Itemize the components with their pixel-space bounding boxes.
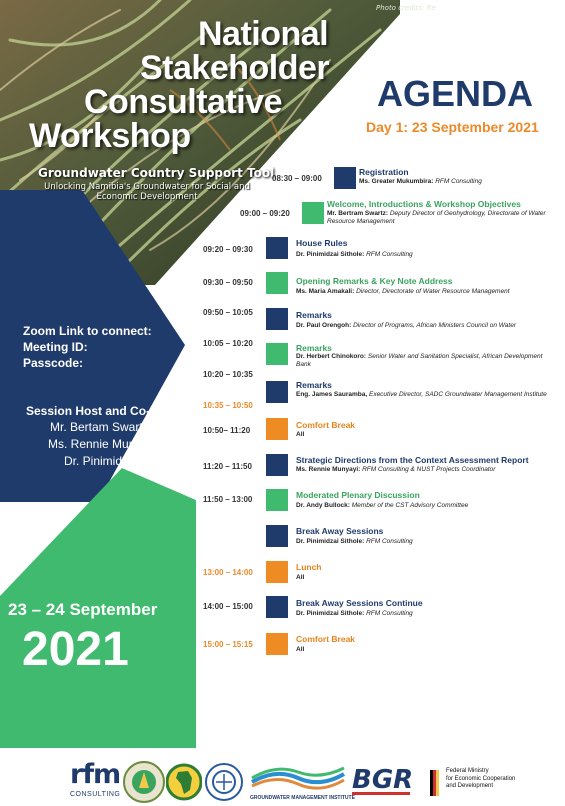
item-color-box — [266, 633, 288, 655]
item-speaker: Ms. Rennie Munyayi: RFM Consulting & NUST Projects Coordinator — [296, 466, 496, 473]
workshop-title-line-2: Stakeholder — [140, 49, 330, 87]
item-title: Remarks — [296, 343, 332, 353]
sadc-logo — [204, 762, 244, 802]
workshop-tagline: Unlocking Namibia's Groundwater for Social and Economic Development — [44, 182, 250, 202]
workshop-title-line-4: Workshop — [29, 117, 191, 155]
workshop-subtitle: Groundwater Country Support Tool — [38, 166, 275, 180]
bgr-logo: BGR — [352, 765, 414, 795]
item-time: 11:20 – 11:50 — [203, 462, 252, 471]
item-time: 14:00 – 15:00 — [203, 602, 253, 611]
item-title: Remarks — [296, 380, 332, 390]
item-title: Registration — [359, 167, 409, 177]
item-time: 08:30 – 09:00 — [272, 174, 322, 183]
item-color-box — [266, 237, 288, 259]
day-label: Day 1: 23 September 2021 — [366, 119, 539, 135]
agenda-heading: AGENDA — [377, 73, 534, 114]
event-dates: 23 – 24 September — [8, 600, 158, 619]
rfm-logo: rfm CONSULTING — [70, 759, 121, 798]
item-time: 10:20 – 10:35 — [203, 370, 253, 379]
wave-icon — [250, 764, 346, 790]
item-speaker: All — [296, 574, 305, 581]
host-name: Dr. Pinimidzai Sithole — [64, 454, 178, 468]
item-title: Comfort Break — [296, 634, 356, 644]
africa-union-logo — [166, 762, 202, 802]
item-time: 13:00 – 14:00 — [203, 568, 253, 577]
item-title: House Rules — [296, 238, 348, 248]
item-speaker: Eng. James Sauramba, Executive Director, SADC Groundwater Management Institute — [296, 391, 547, 398]
item-color-box — [266, 561, 288, 583]
item-speaker: All — [296, 431, 305, 438]
item-time: 09:00 – 09:20 — [240, 209, 290, 218]
meeting-id-label: Meeting ID: — [23, 340, 88, 354]
hosts-heading: Session Host and Co-hosts: — [26, 404, 187, 418]
item-speaker: Dr. Herbert Chinokoro: Senior Water and Sanitation Specialist, African Development Bank — [296, 353, 543, 368]
item-color-box — [266, 343, 288, 365]
item-title: Strategic Directions from the Context Assessment Report — [296, 455, 529, 465]
item-title: Break Away Sessions — [296, 526, 384, 536]
eagle-icon — [428, 768, 442, 798]
item-title: Remarks — [296, 310, 332, 320]
item-speaker: Dr. Paul Orengoh: Director of Programs, African Ministers Council on Water — [296, 322, 516, 329]
item-title: Break Away Sessions Continue — [296, 598, 423, 608]
zoom-link-label: Zoom Link to connect: — [23, 324, 152, 338]
item-title: Lunch — [296, 562, 322, 572]
item-speaker: Ms. Maria Amakali: Director, Directorate of Water Resource Management — [296, 288, 510, 295]
item-speaker: Dr. Andy Bullock: Member of the CST Advisory Committee — [296, 502, 469, 509]
item-color-box — [266, 418, 288, 440]
host-name: Ms. Rennie Munyayi — [48, 437, 157, 451]
photo-credit: Photo credits: Re — [376, 4, 436, 12]
item-color-box — [302, 202, 324, 224]
event-year: 2021 — [22, 623, 129, 676]
item-color-box — [334, 167, 356, 189]
item-speaker: Dr. Pinimidzai Sithole: RFM Consulting — [296, 538, 413, 545]
gmi-logo: GROUNDWATER MANAGEMENT INSTITUTE — [250, 764, 346, 802]
item-time: 11:50 – 13:00 — [203, 495, 253, 504]
item-color-box — [266, 489, 288, 511]
item-color-box — [266, 381, 288, 403]
item-title: Opening Remarks & Key Note Address — [296, 276, 453, 286]
partner-logos — [0, 758, 565, 806]
item-color-box — [266, 272, 288, 294]
item-speaker: Dr. Pinimidzai Sithole: RFM Consulting — [296, 610, 413, 617]
item-time: 09:30 – 09:50 — [203, 278, 253, 287]
item-speaker: All — [296, 646, 305, 653]
item-title: Comfort Break — [296, 420, 356, 430]
passcode-label: Passcode: — [23, 356, 84, 370]
item-time: 10:35 – 10:50 — [203, 401, 253, 410]
bmz-logo: Federal Ministry for Economic Cooperation and Development — [428, 768, 558, 802]
item-title: Moderated Plenary Discussion — [296, 490, 420, 500]
item-time: 10:05 – 10:20 — [203, 339, 253, 348]
item-time: 10:50– 11:20 — [203, 426, 251, 435]
item-title: Welcome, Introductions & Workshop Objectives — [327, 199, 521, 209]
workshop-title-line-1: National — [198, 15, 329, 53]
workshop-title-line-3: Consultative — [84, 83, 283, 121]
item-color-box — [266, 308, 288, 330]
item-time: 09:50 – 10:05 — [203, 308, 253, 317]
namibia-seal-logo — [122, 760, 166, 804]
host-name: Mr. Bertam Swartz — [50, 420, 149, 434]
item-color-box — [266, 454, 288, 476]
item-time: 15:00 – 15:15 — [203, 640, 253, 649]
item-speaker: Ms. Greater Mukumbira: RFM Consulting — [359, 178, 482, 185]
item-speaker: Dr. Pinimidzai Sithole: RFM Consulting — [296, 251, 413, 258]
item-time: 09:20 – 09:30 — [203, 245, 253, 254]
item-speaker: Mr. Bertram Swartz: Deputy Director of Geohydrology, Directorate of Water Resource Management — [327, 210, 546, 225]
item-color-box — [266, 525, 288, 547]
item-color-box — [266, 596, 288, 618]
